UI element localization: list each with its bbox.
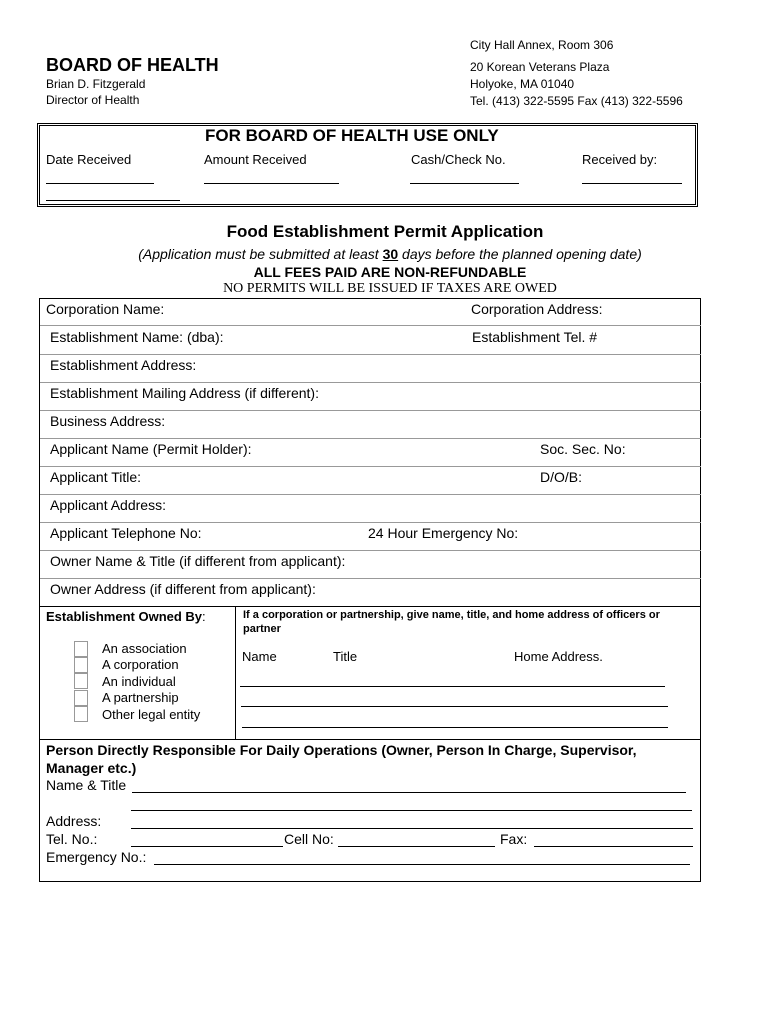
board-title: BOARD OF HEALTH (46, 55, 219, 75)
responsible-name-field[interactable] (132, 792, 686, 793)
address-line-4: Tel. (413) 322-5595 Fax (413) 322-5596 (470, 94, 683, 108)
officers-note: If a corporation or partnership, give name, title, and home address of officers or partner (243, 609, 660, 635)
row-divider (40, 382, 701, 383)
option-individual: An individual (102, 674, 176, 689)
cash-check-field[interactable] (410, 183, 519, 184)
row-divider (40, 494, 701, 495)
amount-received-field[interactable] (204, 183, 339, 184)
date-received-field[interactable] (46, 183, 154, 184)
establishment-address-field[interactable]: Establishment Address: (50, 357, 197, 373)
option-other-entity: Other legal entity (102, 707, 201, 722)
corporation-name-field[interactable]: Corporation Name: (46, 301, 165, 317)
responsible-cell-label: Cell No: (284, 831, 334, 847)
row-divider (40, 739, 701, 740)
applicant-title-field[interactable]: Applicant Title: (50, 469, 142, 485)
dob-field[interactable]: D/O/B: (540, 469, 583, 485)
row-divider (40, 438, 701, 439)
officer-line-1[interactable] (240, 686, 665, 687)
office-use-title: FOR BOARD OF HEALTH USE ONLY (205, 126, 499, 145)
director-title: Director of Health (46, 93, 140, 107)
date-received-label: Date Received (46, 152, 132, 167)
applicant-name-field[interactable]: Applicant Name (Permit Holder): (50, 441, 252, 457)
non-refundable-notice: ALL FEES PAID ARE NON-REFUNDABLE (253, 264, 527, 280)
notice-prefix: (Application must be submitted at least (138, 246, 383, 262)
officer-line-2[interactable] (241, 706, 668, 707)
partnership-checkbox[interactable] (74, 690, 88, 706)
ssn-field[interactable]: Soc. Sec. No: (540, 441, 626, 457)
row-divider (40, 550, 701, 551)
owner-name-field[interactable]: Owner Name & Title (if different from applicant): (50, 553, 346, 569)
business-address-field[interactable]: Business Address: (50, 413, 166, 429)
option-partnership: A partnership (102, 690, 179, 705)
establishment-tel-field[interactable]: Establishment Tel. # (472, 329, 598, 345)
cash-check-label: Cash/Check No. (411, 152, 506, 167)
officer-line-3[interactable] (242, 727, 668, 728)
applicant-address-field[interactable]: Applicant Address: (50, 497, 166, 513)
responsible-address-label: Address: (46, 813, 102, 829)
owned-by-colon: : (202, 609, 206, 624)
other-entity-checkbox[interactable] (74, 706, 88, 722)
submission-notice (0, 246, 770, 262)
director-name: Brian D. Fitzgerald (46, 77, 146, 91)
row-divider (40, 354, 701, 355)
officer-address-header: Home Address. (514, 649, 603, 664)
establishment-name-field[interactable]: Establishment Name: (dba): (50, 329, 224, 345)
emergency-24-field[interactable]: 24 Hour Emergency No: (368, 525, 519, 541)
responsible-fax-field[interactable] (534, 846, 693, 847)
notice-suffix: days before the planned opening date) (398, 246, 642, 262)
date-received-field-2[interactable] (46, 200, 180, 201)
row-divider (40, 466, 701, 467)
address-line-2: 20 Korean Veterans Plaza (470, 60, 610, 74)
received-by-label: Received by: (582, 152, 658, 167)
row-divider (40, 522, 701, 523)
responsible-address-field[interactable] (131, 828, 693, 829)
row-divider (40, 578, 701, 579)
individual-checkbox[interactable] (74, 673, 88, 689)
owned-by-label (46, 609, 206, 624)
corporation-address-field[interactable]: Corporation Address: (471, 301, 603, 317)
officer-name-header: Name (242, 649, 277, 664)
responsible-extra-line[interactable] (131, 810, 692, 811)
row-divider (40, 606, 701, 607)
responsible-fax-label: Fax: (500, 831, 528, 847)
responsible-cell-field[interactable] (338, 846, 495, 847)
form-title: Food Establishment Permit Application (226, 222, 544, 241)
address-line-3: Holyoke, MA 01040 (470, 77, 575, 91)
corporation-checkbox[interactable] (74, 657, 88, 673)
responsible-tel-label: Tel. No.: (46, 831, 98, 847)
mailing-address-field[interactable]: Establishment Mailing Address (if different): (50, 385, 319, 401)
ownership-divider (235, 606, 236, 739)
applicant-phone-field[interactable]: Applicant Telephone No: (50, 525, 202, 541)
association-checkbox[interactable] (74, 641, 88, 657)
amount-received-label: Amount Received (204, 152, 307, 167)
officer-title-header: Title (333, 649, 358, 664)
option-association: An association (102, 641, 187, 656)
row-divider (40, 325, 701, 326)
no-permits-notice: NO PERMITS WILL BE ISSUED IF TAXES ARE OWED (223, 281, 557, 296)
owned-by-text: Establishment Owned By (46, 609, 203, 624)
row-divider (40, 410, 701, 411)
received-by-field[interactable] (582, 183, 682, 184)
responsible-emergency-field[interactable] (154, 864, 690, 865)
responsible-emergency-label: Emergency No.: (46, 849, 147, 865)
responsible-name-label: Name & Title (46, 777, 127, 793)
option-corporation: A corporation (102, 657, 179, 672)
responsible-heading: Person Directly Responsible For Daily Operations (Owner, Person In Charge, Supervisor, Manager etc.) (46, 742, 637, 776)
responsible-tel-field[interactable] (131, 846, 283, 847)
owner-address-field[interactable]: Owner Address (if different from applicant): (50, 581, 316, 597)
notice-days: 30 (382, 246, 399, 262)
address-line-1: City Hall Annex, Room 306 (470, 38, 614, 52)
